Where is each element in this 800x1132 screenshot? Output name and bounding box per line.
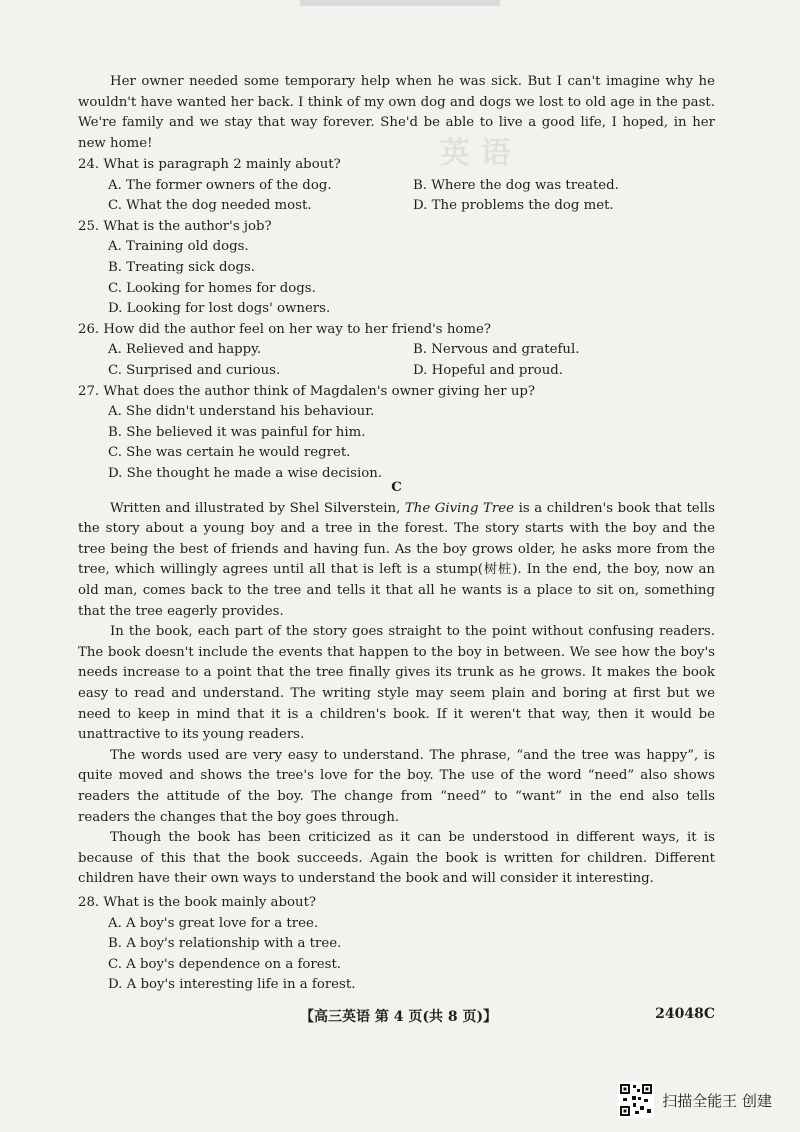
question-28 bbox=[78, 893, 718, 996]
option: D. Hopeful and proud. bbox=[413, 362, 563, 378]
option: A. She didn't understand his behaviour. bbox=[108, 404, 375, 420]
page-number: 【高三英语 第 4 页(共 8 页)】 bbox=[300, 1009, 498, 1025]
option: B. Treating sick dogs. bbox=[108, 259, 256, 275]
option: B. Where the dog was treated. bbox=[413, 177, 619, 193]
option: A. A boy's great love for a tree. bbox=[108, 915, 319, 931]
option: B. Nervous and grateful. bbox=[413, 342, 580, 358]
passage-c-paragraph-1 bbox=[78, 499, 715, 623]
option: B. A boy's relationship with a tree. bbox=[108, 936, 342, 952]
option-row bbox=[78, 196, 718, 217]
option: D. The problems the dog met. bbox=[413, 198, 614, 214]
option: B. She believed it was painful for him. bbox=[108, 424, 366, 440]
question-stem: 24. What is paragraph 2 mainly about? bbox=[78, 157, 341, 172]
questions-24-27 bbox=[78, 155, 718, 485]
p1-body: is a children's book that tells the story about a young boy and a tree in the forest. The story starts with the boy and the tree being the best of friends and having fun. As the boy grows older, he asks more from the tree, which willingly agrees until all that is left is a stump(树桩). In the end, the boy, now an old man, comes back to the tree and tells it that all he wants is a place to sit on, something that the tree eagerly provides. bbox=[78, 500, 715, 619]
passage-b-closing bbox=[78, 72, 715, 154]
option-row bbox=[78, 176, 718, 197]
passage-c-paragraph-3: The words used are very easy to understand. The phrase, “and the tree was happy”, is quite moved and shows the tree's love for the boy. The use of the word “need” also shows readers the attitude of the boy. The change from “need” to “want” in the end also tells readers the changes that the boy goes through. bbox=[78, 747, 715, 825]
option-row bbox=[78, 361, 718, 382]
question-stem: 25. What is the author's job? bbox=[78, 218, 272, 234]
passage-letter: C bbox=[391, 480, 402, 495]
option: C. A boy's dependence on a forest. bbox=[108, 956, 342, 972]
scanner-label: 扫描全能王 创建 bbox=[662, 1091, 772, 1110]
p1-intro: Written and illustrated by Shel Silverstein, bbox=[110, 500, 405, 516]
book-title: The Giving Tree bbox=[404, 500, 515, 516]
option: A. Relieved and happy. bbox=[108, 342, 262, 358]
option-row bbox=[78, 340, 718, 361]
question-stem: 28. What is the book mainly about? bbox=[78, 895, 317, 910]
passage-c bbox=[78, 478, 715, 890]
option: D. She thought he made a wise decision. bbox=[108, 465, 382, 481]
question-stem: 27. What does the author think of Magdalen's owner giving her up? bbox=[78, 383, 536, 399]
passage-c-paragraph-4: Though the book has been criticized as it can be understood in different ways, it is because of this that the book succeeds. Again the book is written for children. Different children have their own ways to understand the book and will consider it interesting. bbox=[78, 830, 715, 887]
option: A. Training old dogs. bbox=[108, 239, 249, 255]
option: C. What the dog needed most. bbox=[108, 198, 312, 214]
qr-code-icon bbox=[618, 1082, 654, 1118]
option: C. She was certain he would regret. bbox=[108, 445, 351, 461]
option: D. Looking for lost dogs' owners. bbox=[108, 301, 331, 317]
option: C. Looking for homes for dogs. bbox=[108, 280, 316, 296]
scanner-watermark bbox=[618, 1082, 772, 1118]
passage-c-paragraph-2: In the book, each part of the story goes straight to the point without confusing readers. The book doesn't include the events that happen to the boy in between. We see how the boy's needs increase to a point that the tree finally gives its trunk as he grows. It makes the book easy to read and understand. The writing style may seem plain and boring at first but we need to keep in mind that it is a children's book. If it weren't that way, then it would be unattractive to its young readers. bbox=[78, 624, 715, 743]
option: D. A boy's interesting life in a forest. bbox=[108, 977, 356, 993]
option: C. Surprised and curious. bbox=[108, 362, 281, 378]
question-stem: 26. How did the author feel on her way to her friend's home? bbox=[78, 321, 492, 337]
option: A. The former owners of the dog. bbox=[108, 177, 332, 193]
page-footer bbox=[0, 1006, 800, 1028]
passage-b-paragraph: Her owner needed some temporary help when he was sick. But I can't imagine why he wouldn't have wanted her back. I think of my own dog and dogs we lost to old age in the past. We're family and we stay that way forever. She'd be able to live a good life, I hoped, in her new home! bbox=[78, 74, 715, 151]
exam-code: 24048C bbox=[655, 1006, 715, 1022]
bleed-through-text: 英 语 bbox=[440, 136, 511, 171]
scan-artifact bbox=[300, 0, 500, 6]
